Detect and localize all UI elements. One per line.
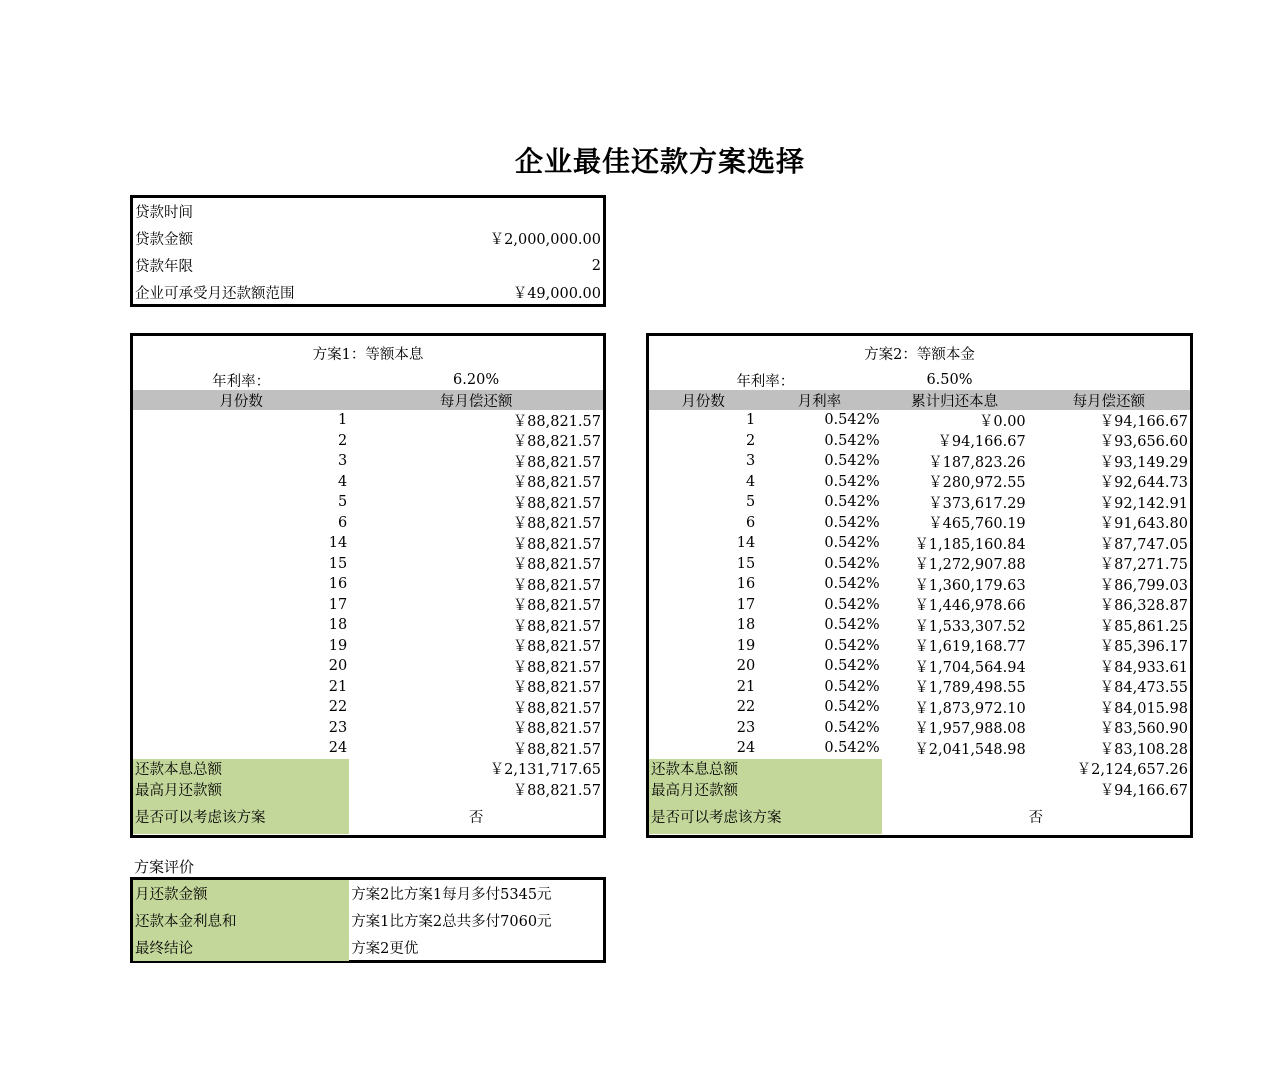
- payment-cell[interactable]: ￥88,821.57: [512, 721, 601, 738]
- info-value[interactable]: 2: [591, 257, 601, 274]
- info-row-affordable-range: [133, 279, 603, 306]
- payment-cell[interactable]: ￥84,933.61: [1099, 659, 1188, 676]
- payment-cell[interactable]: ￥87,271.75: [1099, 557, 1188, 574]
- cumulative-cell[interactable]: ￥465,760.19: [928, 516, 1026, 533]
- table-row: [649, 677, 1190, 698]
- payment-cell[interactable]: ￥87,747.05: [1099, 536, 1188, 553]
- cumulative-cell[interactable]: ￥1,789,498.55: [914, 680, 1026, 697]
- cumulative-cell[interactable]: ￥94,166.67: [937, 434, 1026, 451]
- payment-cell[interactable]: ￥88,821.57: [512, 557, 601, 574]
- table-row: [649, 431, 1190, 452]
- table-row: [649, 513, 1190, 534]
- cumulative-cell[interactable]: ￥2,041,548.98: [914, 741, 1026, 758]
- month-cell[interactable]: 19: [328, 637, 348, 654]
- plan2-rate-row: [649, 370, 1190, 390]
- table-row: [133, 533, 603, 554]
- eval-row-conclusion: [133, 934, 603, 961]
- table-row: [133, 431, 603, 452]
- monthly-rate-cell[interactable]: 0.542%: [824, 637, 880, 654]
- plan2-header-monthly-rate: 月利率: [797, 393, 842, 410]
- payment-cell[interactable]: ￥88,821.57: [512, 618, 601, 635]
- evaluation-label: 方案评价: [134, 858, 195, 876]
- payment-cell[interactable]: ￥93,149.29: [1099, 454, 1188, 471]
- monthly-rate-cell[interactable]: 0.542%: [824, 535, 880, 552]
- plan2-header-row: [649, 390, 1190, 410]
- table-row: [133, 697, 603, 718]
- month-cell[interactable]: 2: [745, 432, 756, 449]
- payment-cell[interactable]: ￥86,799.03: [1099, 577, 1188, 594]
- payment-cell[interactable]: ￥93,656.60: [1099, 434, 1188, 451]
- month-cell[interactable]: 4: [745, 473, 756, 490]
- table-row: [133, 677, 603, 698]
- plan1-rate-row: [133, 370, 603, 390]
- month-cell[interactable]: 1: [745, 412, 756, 429]
- plan1-title: 方案1：等额本息: [312, 346, 424, 363]
- plan1-consider-row: [133, 800, 603, 834]
- payment-cell[interactable]: ￥84,473.55: [1099, 680, 1188, 697]
- month-cell[interactable]: 16: [736, 576, 756, 593]
- info-label: 企业可承受月还款额范围: [135, 286, 295, 302]
- plan2-consider-value[interactable]: 否: [1028, 810, 1044, 826]
- info-label: 贷款金额: [135, 232, 193, 248]
- monthly-rate-cell[interactable]: 0.542%: [824, 453, 880, 470]
- plan2-total-value[interactable]: ￥2,124,657.26: [1076, 762, 1188, 779]
- monthly-rate-cell[interactable]: 0.542%: [824, 658, 880, 675]
- plan1-table: [130, 333, 606, 838]
- month-cell[interactable]: 20: [736, 658, 756, 675]
- month-cell[interactable]: 23: [328, 719, 348, 736]
- plan2-summary: [649, 759, 1190, 800]
- payment-cell[interactable]: ￥83,108.28: [1099, 741, 1188, 758]
- monthly-rate-cell[interactable]: 0.542%: [824, 555, 880, 572]
- payment-cell[interactable]: ￥88,821.57: [512, 454, 601, 471]
- info-row-loan-time: [133, 198, 603, 225]
- plan1-total-value[interactable]: ￥2,131,717.65: [489, 762, 601, 779]
- monthly-rate-cell[interactable]: 0.542%: [824, 412, 880, 429]
- month-cell[interactable]: 6: [745, 514, 756, 531]
- monthly-rate-cell[interactable]: 0.542%: [824, 432, 880, 449]
- payment-cell[interactable]: ￥91,643.80: [1099, 516, 1188, 533]
- table-row: [133, 595, 603, 616]
- eval-label: 月还款金额: [133, 880, 349, 907]
- eval-row-monthly: [133, 880, 603, 907]
- table-row: [133, 554, 603, 575]
- payment-cell[interactable]: ￥88,821.57: [512, 434, 601, 451]
- payment-cell[interactable]: ￥88,821.57: [512, 598, 601, 615]
- plan1-header-month: 月份数: [219, 393, 263, 410]
- plan1-rate-value[interactable]: 6.20%: [453, 372, 500, 388]
- cumulative-cell[interactable]: ￥1,873,972.10: [914, 700, 1026, 717]
- month-cell[interactable]: 18: [736, 617, 756, 634]
- plan1-header-payment: 每月偿还额: [439, 393, 513, 410]
- plan2-header-month: 月份数: [681, 393, 725, 410]
- monthly-rate-cell[interactable]: 0.542%: [824, 719, 880, 736]
- cumulative-cell[interactable]: ￥187,823.26: [928, 454, 1026, 471]
- plan2-consider-row: [649, 800, 1190, 834]
- table-row: [649, 574, 1190, 595]
- plan1-rate-label: 年利率：: [212, 373, 271, 390]
- info-label: 贷款时间: [135, 205, 193, 221]
- payment-cell[interactable]: ￥88,821.57: [512, 413, 601, 430]
- eval-row-total: [133, 907, 603, 934]
- info-label: 贷款年限: [135, 259, 193, 275]
- table-row: [133, 738, 603, 759]
- monthly-rate-cell[interactable]: 0.542%: [824, 678, 880, 695]
- month-cell[interactable]: 14: [736, 535, 756, 552]
- eval-label: 最终结论: [133, 934, 349, 961]
- info-value[interactable]: ￥2,000,000.00: [489, 232, 601, 248]
- table-row: [133, 574, 603, 595]
- plan1-consider-label: 是否可以考虑该方案: [133, 800, 349, 834]
- table-row: [133, 451, 603, 472]
- plan1-max-value[interactable]: ￥88,821.57: [512, 782, 601, 799]
- monthly-rate-cell[interactable]: 0.542%: [824, 576, 880, 593]
- month-cell[interactable]: 19: [736, 637, 756, 654]
- table-row: [649, 656, 1190, 677]
- table-row: [649, 595, 1190, 616]
- eval-label: 还款本金利息和: [133, 907, 349, 934]
- table-row: [649, 738, 1190, 759]
- plan1-max-row: [133, 779, 603, 800]
- month-cell[interactable]: 22: [736, 699, 756, 716]
- table-row: [133, 718, 603, 739]
- eval-value[interactable]: 方案2比方案1每月多付5345元: [351, 887, 552, 903]
- plan2-header-cumulative: 累计归还本息: [911, 393, 999, 410]
- plan2-total-label: 还款本息总额: [649, 759, 882, 780]
- table-row: [649, 697, 1190, 718]
- table-row: [649, 533, 1190, 554]
- evaluation-table: [130, 877, 606, 963]
- month-cell[interactable]: 15: [736, 555, 756, 572]
- payment-cell[interactable]: ￥88,821.57: [512, 536, 601, 553]
- table-row: [133, 472, 603, 493]
- payment-cell[interactable]: ￥85,861.25: [1099, 618, 1188, 635]
- table-row: [133, 513, 603, 534]
- plan1-summary: [133, 759, 603, 800]
- plan2-title: 方案2：等额本金: [864, 346, 975, 363]
- payment-cell[interactable]: ￥88,821.57: [512, 639, 601, 656]
- table-row: [649, 636, 1190, 657]
- month-cell[interactable]: 17: [328, 596, 348, 613]
- plan2-total-row: [649, 759, 1190, 780]
- plan2-header-payment: 每月偿还额: [1072, 393, 1146, 410]
- table-row: [649, 410, 1190, 431]
- monthly-rate-cell[interactable]: 0.542%: [824, 596, 880, 613]
- payment-cell[interactable]: ￥88,821.57: [512, 577, 601, 594]
- table-row: [649, 554, 1190, 575]
- month-cell[interactable]: 4: [337, 473, 348, 490]
- plan1-consider-value[interactable]: 否: [468, 810, 484, 826]
- table-row: [649, 472, 1190, 493]
- info-row-loan-years: [133, 252, 603, 279]
- month-cell[interactable]: 16: [328, 576, 348, 593]
- month-cell[interactable]: 2: [337, 432, 348, 449]
- plan2-title-row: [649, 336, 1190, 370]
- plan1-total-label: 还款本息总额: [133, 759, 349, 780]
- page-title: 企业最佳还款方案选择: [514, 145, 805, 178]
- cumulative-cell[interactable]: ￥373,617.29: [928, 495, 1026, 512]
- payment-cell[interactable]: ￥86,328.87: [1099, 598, 1188, 615]
- plan1-max-label: 最高月还款额: [133, 779, 349, 800]
- month-cell[interactable]: 15: [328, 555, 348, 572]
- payment-cell[interactable]: ￥88,821.57: [512, 475, 601, 492]
- monthly-rate-cell[interactable]: 0.542%: [824, 699, 880, 716]
- plan2-consider-label: 是否可以考虑该方案: [649, 800, 882, 834]
- table-row: [649, 718, 1190, 739]
- monthly-rate-cell[interactable]: 0.542%: [824, 617, 880, 634]
- table-row: [649, 615, 1190, 636]
- payment-cell[interactable]: ￥88,821.57: [512, 741, 601, 758]
- month-cell[interactable]: 24: [736, 740, 756, 757]
- cumulative-cell[interactable]: ￥1,360,179.63: [914, 577, 1026, 594]
- month-cell[interactable]: 3: [337, 453, 348, 470]
- table-row: [649, 492, 1190, 513]
- cumulative-cell[interactable]: ￥1,704,564.94: [914, 659, 1026, 676]
- month-cell[interactable]: 14: [328, 535, 348, 552]
- table-row: [133, 410, 603, 431]
- table-row: [133, 636, 603, 657]
- loan-info-table: [130, 195, 606, 307]
- info-value[interactable]: ￥49,000.00: [512, 286, 601, 302]
- cumulative-cell[interactable]: ￥0.00: [978, 413, 1026, 430]
- monthly-rate-cell[interactable]: 0.542%: [824, 494, 880, 511]
- payment-cell[interactable]: ￥94,166.67: [1099, 413, 1188, 430]
- cumulative-cell[interactable]: ￥280,972.55: [928, 475, 1026, 492]
- payment-cell[interactable]: ￥88,821.57: [512, 680, 601, 697]
- payment-cell[interactable]: ￥88,821.57: [512, 659, 601, 676]
- table-row: [133, 656, 603, 677]
- plan2-rate-label: 年利率：: [736, 373, 795, 390]
- plan2-max-value[interactable]: ￥94,166.67: [1099, 782, 1188, 799]
- plan2-data-rows: [649, 410, 1190, 759]
- payment-cell[interactable]: ￥84,015.98: [1099, 700, 1188, 717]
- month-cell[interactable]: 5: [337, 494, 348, 511]
- plan1-header-row: [133, 390, 603, 410]
- cumulative-cell[interactable]: ￥1,533,307.52: [914, 618, 1026, 635]
- monthly-rate-cell[interactable]: 0.542%: [824, 740, 880, 757]
- month-cell[interactable]: 18: [328, 617, 348, 634]
- payment-cell[interactable]: ￥88,821.57: [512, 495, 601, 512]
- table-row: [133, 492, 603, 513]
- payment-cell[interactable]: ￥92,142.91: [1099, 495, 1188, 512]
- month-cell[interactable]: 21: [328, 678, 348, 695]
- month-cell[interactable]: 3: [745, 453, 756, 470]
- table-row: [133, 615, 603, 636]
- month-cell[interactable]: 21: [736, 678, 756, 695]
- month-cell[interactable]: 20: [328, 658, 348, 675]
- plan1-total-row: [133, 759, 603, 780]
- cumulative-cell[interactable]: ￥1,272,907.88: [914, 557, 1026, 574]
- month-cell[interactable]: 1: [337, 412, 348, 429]
- month-cell[interactable]: 22: [328, 699, 348, 716]
- info-row-loan-amount: [133, 225, 603, 252]
- month-cell[interactable]: 24: [328, 740, 348, 757]
- eval-value[interactable]: 方案2更优: [351, 941, 419, 957]
- table-row: [649, 451, 1190, 472]
- payment-cell[interactable]: ￥92,644.73: [1099, 475, 1188, 492]
- cumulative-cell[interactable]: ￥1,619,168.77: [914, 639, 1026, 656]
- month-cell[interactable]: 6: [337, 514, 348, 531]
- plan2-max-row: [649, 779, 1190, 800]
- payment-cell[interactable]: ￥83,560.90: [1099, 721, 1188, 738]
- cumulative-cell[interactable]: ￥1,957,988.08: [914, 721, 1026, 738]
- eval-value[interactable]: 方案1比方案2总共多付7060元: [351, 914, 552, 930]
- plan1-data-rows: [133, 410, 603, 759]
- month-cell[interactable]: 5: [745, 494, 756, 511]
- payment-cell[interactable]: ￥88,821.57: [512, 700, 601, 717]
- cumulative-cell[interactable]: ￥1,446,978.66: [914, 598, 1026, 615]
- month-cell[interactable]: 23: [736, 719, 756, 736]
- cumulative-cell[interactable]: ￥1,185,160.84: [914, 536, 1026, 553]
- monthly-rate-cell[interactable]: 0.542%: [824, 473, 880, 490]
- plan2-max-label: 最高月还款额: [649, 779, 882, 800]
- month-cell[interactable]: 17: [736, 596, 756, 613]
- monthly-rate-cell[interactable]: 0.542%: [824, 514, 880, 531]
- payment-cell[interactable]: ￥85,396.17: [1099, 639, 1188, 656]
- plan2-rate-value[interactable]: 6.50%: [926, 372, 973, 388]
- plan1-title-row: [133, 336, 603, 370]
- payment-cell[interactable]: ￥88,821.57: [512, 516, 601, 533]
- plan2-table: [646, 333, 1193, 838]
